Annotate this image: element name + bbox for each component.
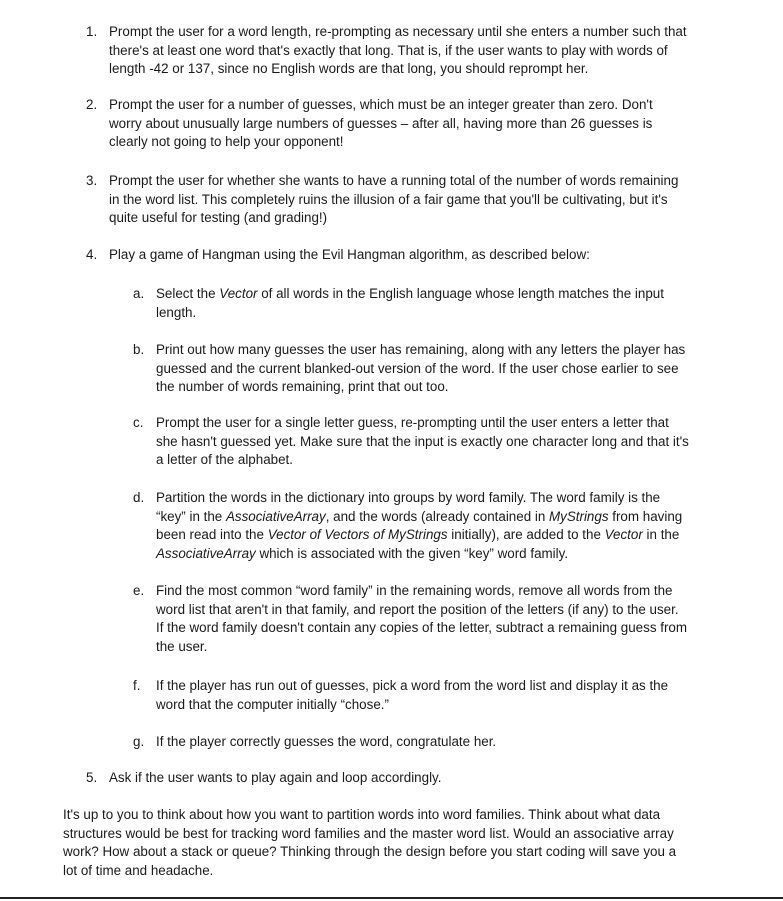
text-line: If the player correctly guesses the word, congratulate her. (156, 734, 497, 749)
text-line: “key” in the AssociativeArray, and the words (already contained in MyStrings from having (156, 508, 683, 524)
text-line: Prompt the user for a number of guesses, which must be an integer greater than zero. Don't (109, 97, 653, 112)
text-line: there's at least one word that's exactly that long. That is, if the user wants to play with words of (109, 42, 668, 58)
list-item-3 (86, 172, 736, 230)
emphasis-term: Vector (219, 286, 258, 301)
list-marker: 4. (86, 247, 98, 262)
list-item-text (109, 172, 729, 228)
text-line: If the word family doesn't contain any copies of the letter, subtract a remaining guess from (156, 620, 688, 636)
list-item-text (109, 23, 729, 79)
page-bottom-border (0, 897, 783, 899)
list-item-4 (86, 246, 736, 266)
sub-item-f (133, 677, 733, 715)
text-line: Partition the words in the dictionary into groups by word family. The word family is the (156, 490, 661, 505)
closing-paragraph (63, 806, 723, 880)
text-line: the number of words remaining, print that out too. (156, 379, 449, 395)
sub-item-d (133, 489, 733, 565)
text-line: length. (156, 304, 197, 320)
sub-item-g (133, 733, 733, 753)
text-line: If the player has run out of guesses, pick a word from the word list and display it as the (156, 678, 669, 693)
text-line: word list that aren't in that family, and report the position of the letters (if any) to the user. (156, 601, 679, 617)
list-marker: f. (133, 678, 141, 693)
list-item-text (109, 246, 729, 265)
text-line: a letter of the alphabet. (156, 452, 293, 468)
sub-item-c (133, 414, 733, 472)
list-marker: d. (133, 490, 145, 505)
text-line: Prompt the user for a single letter guess, re-prompting until the user enters a letter that (156, 415, 669, 430)
emphasis-term: Vector of Vectors of MyStrings (267, 527, 448, 543)
text-line: word that the computer initially “chose.” (156, 696, 389, 712)
text-line: Prompt the user for whether she wants to have a running total of the number of words remaining (109, 173, 679, 188)
text-line: Ask if the user wants to play again and loop accordingly. (109, 770, 442, 785)
list-item-text (109, 769, 729, 788)
text-line: quite useful for testing (and grading!) (109, 210, 328, 226)
text-line: length -42 or 137, since no English words are that long, you should reprompt her. (109, 61, 589, 77)
list-marker: 5. (86, 770, 98, 785)
list-item-2 (86, 96, 736, 154)
emphasis-term: AssociativeArray (225, 508, 326, 524)
text-line: work? How about a stack or queue? Thinking through the design before you start coding will save you a (63, 844, 677, 860)
text-line: guessed and the current blanked-out version of the word. If the user chose earlier to see (156, 360, 679, 376)
list-marker: c. (133, 415, 144, 430)
list-item-text (156, 285, 726, 322)
emphasis-term: Vector (604, 527, 643, 543)
emphasis-term: MyStrings (549, 508, 609, 524)
list-item-text (109, 96, 729, 152)
sub-item-e (133, 582, 733, 658)
text-line: Play a game of Hangman using the Evil Hangman algorithm, as described below: (109, 247, 590, 262)
list-item-text (156, 489, 726, 563)
list-marker: e. (133, 583, 145, 598)
text-line: structures would be best for tracking word families and the master word list. Would an associative array (63, 825, 674, 841)
list-marker: 2. (86, 97, 98, 112)
list-item-text (156, 414, 726, 470)
text-line: been read into the Vector of Vectors of MyStrings initially), are added to the Vector in the (156, 527, 680, 543)
list-item-text (156, 341, 726, 397)
list-item-1 (86, 23, 736, 81)
text-line: clearly not going to help your opponent! (109, 134, 344, 150)
list-item-text (156, 677, 726, 714)
sub-item-a (133, 285, 733, 323)
text-line: the user. (156, 638, 208, 654)
list-marker: b. (133, 342, 145, 357)
text-line: AssociativeArray which is associated with the given “key” word family. (156, 545, 569, 561)
list-item-5 (86, 769, 736, 789)
text-line: Select the Vector of all words in the English language whose length matches the input (156, 286, 664, 301)
text-line: worry about unusually large numbers of guesses – after all, having more than 26 guesses is (109, 115, 653, 131)
list-marker: 3. (86, 173, 98, 188)
text-line: lot of time and headache. (63, 862, 214, 878)
list-marker: g. (133, 734, 145, 749)
text-line: Prompt the user for a word length, re-prompting as necessary until she enters a number such that (109, 24, 687, 39)
list-item-text (156, 733, 726, 752)
text-line: It's up to you to think about how you want to partition words into word families. Think about what data (63, 807, 661, 822)
list-marker: 1. (86, 24, 98, 39)
list-item-text (156, 582, 726, 656)
emphasis-term: AssociativeArray (156, 545, 256, 561)
text-line: in the word list. This completely ruins the illusion of a fair game that you'll be cultivating, but it's (109, 191, 668, 207)
text-line: Find the most common “word family” in the remaining words, remove all words from the (156, 583, 673, 598)
text-line: she hasn't guessed yet. Make sure that the input is exactly one character long and that it's (156, 433, 689, 449)
list-marker: a. (133, 286, 145, 301)
sub-item-b (133, 341, 733, 399)
text-line: Print out how many guesses the user has remaining, along with any letters the player has (156, 342, 686, 357)
